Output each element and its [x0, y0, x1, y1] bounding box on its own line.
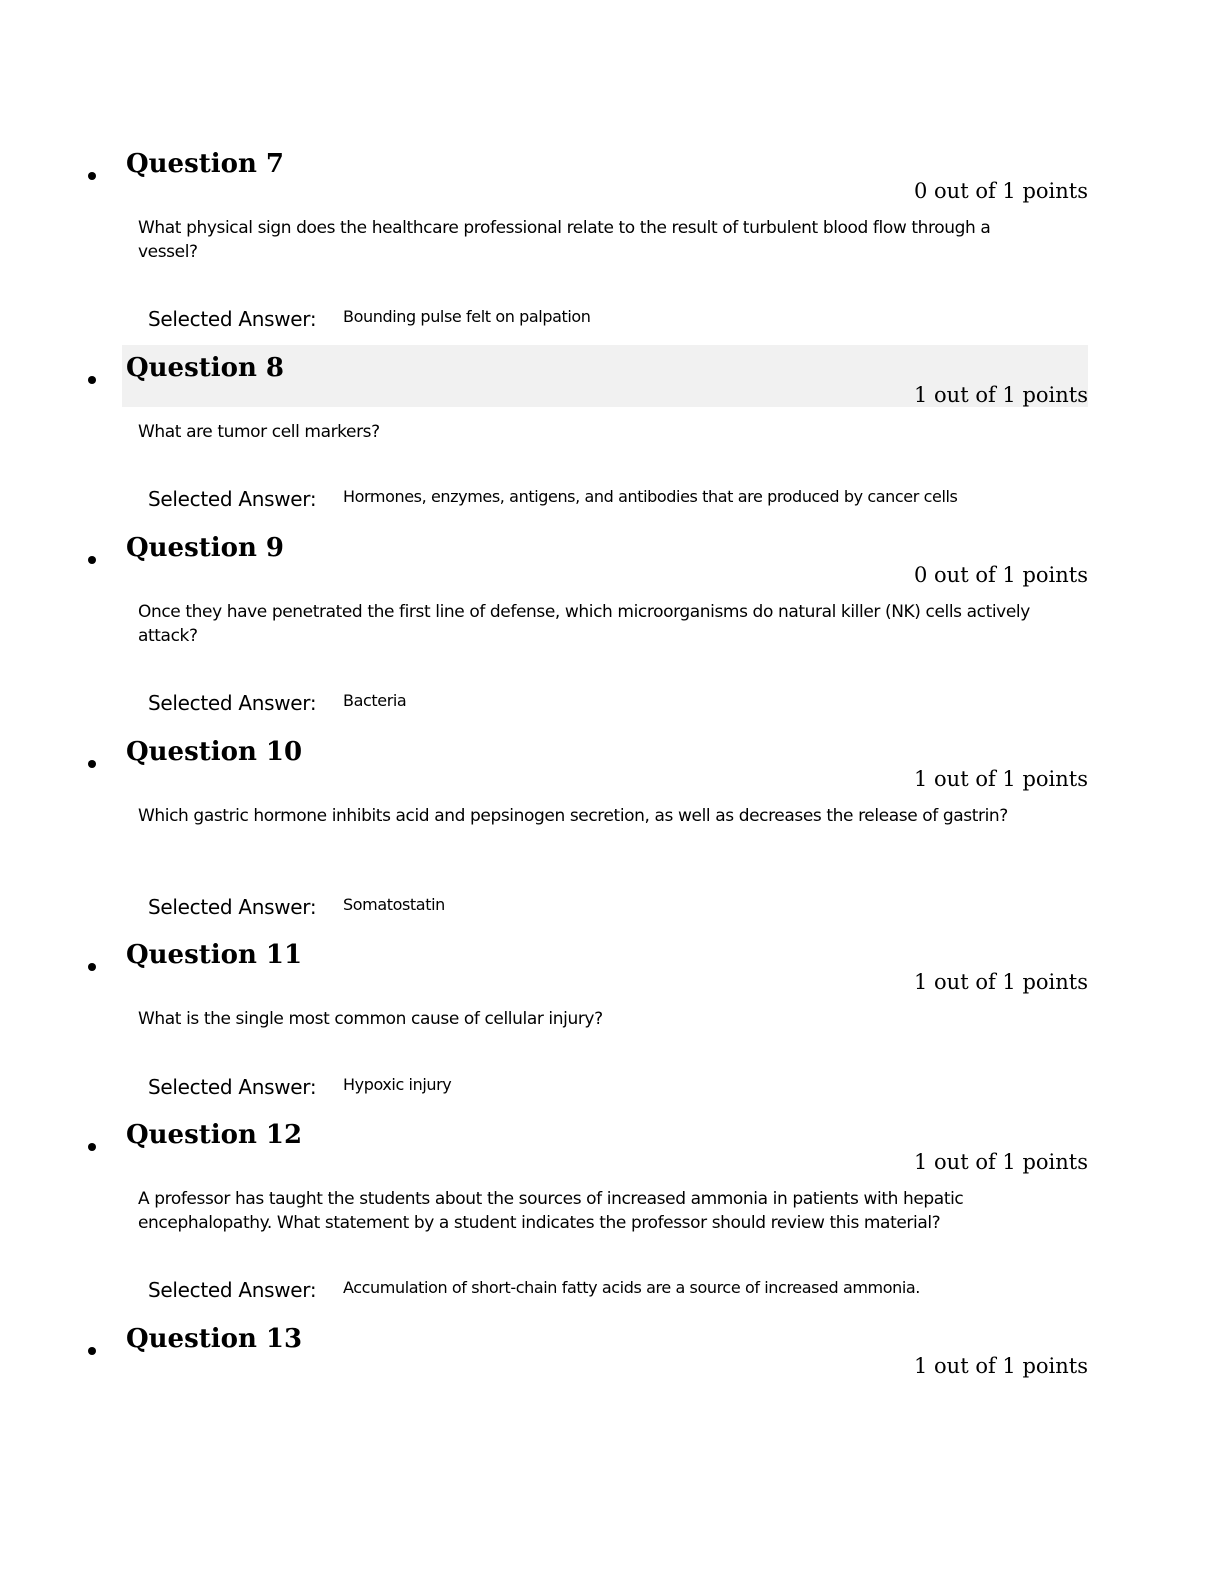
selected-answer-label: Selected Answer:: [148, 895, 317, 919]
bullet-icon: [88, 1143, 96, 1151]
selected-answer-label: Selected Answer:: [148, 691, 317, 715]
question-score: 1 out of 1 points: [914, 383, 1088, 407]
question-title: Question 12: [126, 1120, 303, 1150]
question-text: A professor has taught the students about the sources of increased ammonia in patients with hepatic encephalopathy. What statement by a student indicates the professor should review this material?: [138, 1189, 964, 1233]
selected-answer-value: Hypoxic injury: [343, 1075, 452, 1094]
question-score: 0 out of 1 points: [914, 179, 1088, 203]
selected-answer-value: Hormones, enzymes, antigens, and antibodies that are produced by cancer cells: [343, 487, 958, 506]
selected-answer-label: Selected Answer:: [148, 1278, 317, 1302]
question-text: What is the single most common cause of cellular injury?: [138, 1009, 603, 1029]
question-title: Question 10: [126, 737, 303, 767]
question-score: 1 out of 1 points: [914, 970, 1088, 994]
question-score: 1 out of 1 points: [914, 1150, 1088, 1174]
bullet-icon: [88, 760, 96, 768]
question-title: Question 7: [126, 149, 285, 179]
bullet-icon: [88, 556, 96, 564]
selected-answer-label: Selected Answer:: [148, 307, 317, 331]
bullet-icon: [88, 1347, 96, 1355]
selected-answer-value: Bounding pulse felt on palpation: [343, 307, 591, 326]
question-text: Once they have penetrated the first line of defense, which microorganisms do natural killer (NK) cells actively attack?: [138, 602, 1030, 646]
selected-answer-label: Selected Answer:: [148, 1075, 317, 1099]
question-score: 0 out of 1 points: [914, 563, 1088, 587]
selected-answer-value: Accumulation of short-chain fatty acids are a source of increased ammonia.: [343, 1278, 920, 1297]
question-text: What are tumor cell markers?: [138, 422, 380, 442]
bullet-icon: [88, 376, 96, 384]
question-title: Question 8: [126, 353, 285, 383]
selected-answer-label: Selected Answer:: [148, 487, 317, 511]
bullet-icon: [88, 963, 96, 971]
selected-answer-value: Bacteria: [343, 691, 407, 710]
question-text: What physical sign does the healthcare professional relate to the result of turbulent blood flow through a vessel?: [138, 218, 991, 262]
question-score: 1 out of 1 points: [914, 1354, 1088, 1378]
question-title: Question 9: [126, 533, 285, 563]
question-title: Question 11: [126, 940, 303, 970]
selected-answer-value: Somatostatin: [343, 895, 445, 914]
question-text: Which gastric hormone inhibits acid and pepsinogen secretion, as well as decreases the release of gastrin?: [138, 806, 1008, 826]
bullet-icon: [88, 172, 96, 180]
question-title: Question 13: [126, 1324, 303, 1354]
question-score: 1 out of 1 points: [914, 767, 1088, 791]
